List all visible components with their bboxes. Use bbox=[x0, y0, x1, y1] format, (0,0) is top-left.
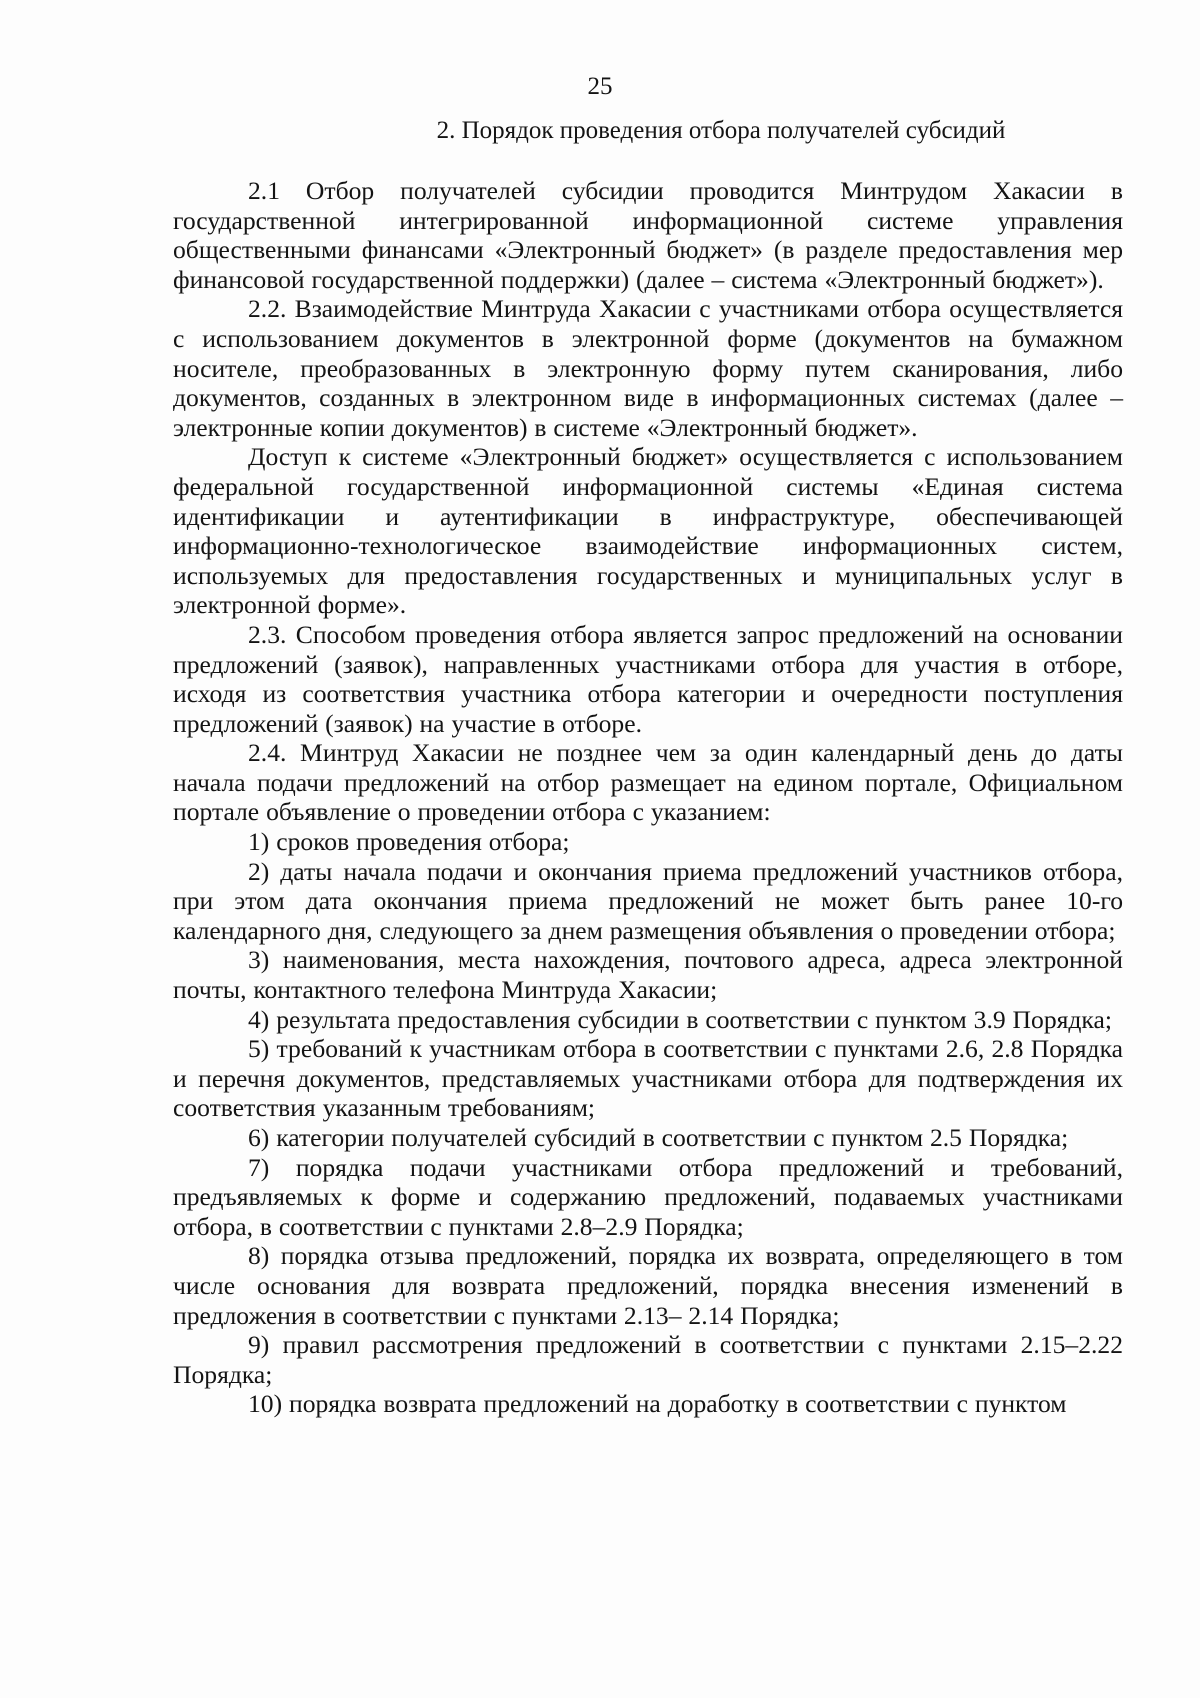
list-item-7: 7) порядка подачи участниками отбора предложений и требований, предъявляемых к форме и содержанию предложений, подаваемых участниками отбора, в соответствии с пунктами 2.8–2.9 Порядка; bbox=[173, 1152, 1123, 1241]
page-number: 25 bbox=[587, 73, 613, 100]
list-item-1: 1) сроков проведения отбора; bbox=[248, 827, 570, 857]
list-item-4: 4) результата предоставления субсидии в соответствии с пунктом 3.9 Порядка; bbox=[248, 1004, 1112, 1034]
paragraph-2-2: 2.2. Взаимодействие Минтруда Хакасии с участниками отбора осуществляется с использованием документов в электронной форме (документов на бумажном носителе, преобразованных в электронную форму путем сканирования, либо документов, созданных в электронном виде в информационных системах (далее – электронные копии документов) в системе «Электронный бюджет». bbox=[173, 294, 1123, 442]
list-item-2: 2) даты начала подачи и окончания приема предложений участников отбора, при этом дата окончания приема предложений не может быть ранее 10-го календарного дня, следующего за днем размещения объявления о проведении отбора; bbox=[173, 856, 1123, 945]
paragraph-2-3: 2.3. Способом проведения отбора является запрос предложений на основании предложений (заявок), направленных участниками отбора для участия в отборе, исходя из соответствия участника отбора категории и очередности поступления предложений (заявок) на участие в отборе. bbox=[173, 619, 1123, 738]
list-item-9: 9) правил рассмотрения предложений в соответствии с пунктами 2.15–2.22 Порядка; bbox=[173, 1330, 1123, 1389]
list-item-6: 6) категории получателей субсидий в соответствии с пунктом 2.5 Порядка; bbox=[248, 1123, 1069, 1152]
list-item-8: 8) порядка отзыва предложений, порядка их возврата, определяющего в том числе основания для возврата предложений, порядка внесения изменений в предложения в соответствии с пунктами 2.13– 2.14 Порядка; bbox=[173, 1241, 1123, 1330]
document-body bbox=[173, 176, 1123, 1419]
paragraph-2-4: 2.4. Минтруд Хакасии не позднее чем за один календарный день до даты начала подачи предложений на отбор размещает на едином портале, Официальном портале объявление о проведении отбора с указанием: bbox=[173, 738, 1123, 827]
paragraph-access: Доступ к системе «Электронный бюджет» осуществляется с использованием федеральной государственной информационной системы «Единая система идентификации и аутентификации в инфраструктуре, обеспечивающей информационно-технологическое взаимодействие информационных систем, используемых для предоставления государственных и муниципальных услуг в электронной форме». bbox=[173, 442, 1123, 620]
list-item-3: 3) наименования, места нахождения, почтового адреса, адреса электронной почты, контактного телефона Минтруда Хакасии; bbox=[173, 945, 1123, 1005]
list-item-10: 10) порядка возврата предложений на доработку в соответствии с пунктом bbox=[248, 1389, 1067, 1419]
list-item-5: 5) требований к участникам отбора в соответствии с пунктами 2.6, 2.8 Порядка и перечня документов, представляемых участниками отбора для подтверждения их соответствия указанным требованиям; bbox=[173, 1034, 1123, 1123]
paragraph-2-1: 2.1 Отбор получателей субсидии проводится Минтрудом Хакасии в государственной интегрированной информационной системе управления общественными финансами «Электронный бюджет» (в разделе предоставления мер финансовой государственной поддержки) (далее – система «Электронный бюджет»). bbox=[173, 176, 1123, 294]
section-title: 2. Порядок проведения отбора получателей субсидий bbox=[436, 117, 1006, 144]
